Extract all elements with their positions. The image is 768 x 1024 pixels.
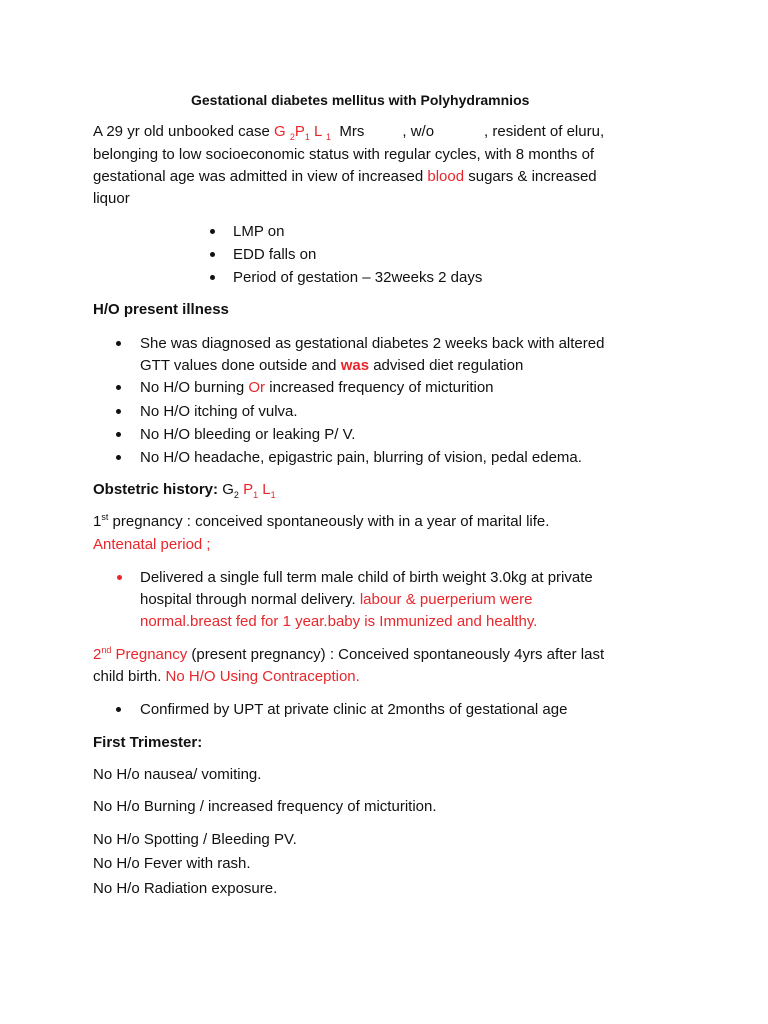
delivery-line-2: hospital through normal delivery. labour & puerperium were [140, 591, 533, 608]
bullet-icon [210, 275, 215, 280]
intro-line-3: gestational age was admitted in view of increased blood sugars & increased [93, 168, 597, 185]
obstetric-heading: Obstetric history: [93, 481, 219, 498]
gestation-item: Period of gestation – 32weeks 2 days [233, 269, 483, 286]
document-title: Gestational diabetes mellitus with Polyhydramnios [191, 92, 530, 108]
patient-title: Mrs [339, 123, 365, 140]
illness-item-4: No H/O bleeding or leaking P/ V. [140, 426, 356, 443]
residence-text: , resident of eluru, [484, 123, 605, 140]
illness-item-3: No H/O itching of vulva. [140, 403, 298, 420]
illness-item-2: No H/O burning Or increased frequency of micturition [140, 379, 494, 396]
edd-item: EDD falls on [233, 246, 317, 263]
intro-line-1 [93, 122, 604, 142]
bullet-icon [116, 432, 121, 437]
illness-item-1-line-2: GTT values done outside and was advised diet regulation [140, 357, 524, 374]
highlight-blood: blood [427, 168, 465, 185]
obstetric-pl-code: $P_1$ $L_1$ [243, 481, 276, 500]
first-pregnancy-line: 1st pregnancy : conceived spontaneously with in a year of marital life. [93, 512, 550, 530]
delivery-line-1: Delivered a single full term male child of birth weight 3.0kg at private [140, 569, 593, 586]
bullet-icon [116, 409, 121, 414]
second-pregnancy-line-2: child birth. No H/O Using Contraception. [93, 668, 360, 685]
bullet-icon [116, 341, 121, 346]
bullet-icon [116, 707, 121, 712]
second-pregnancy-line: 2nd Pregnancy (present pregnancy) : Conceived spontaneously 4yrs after last [93, 645, 605, 663]
wife-of-label: , w/o [402, 123, 435, 140]
bullet-icon [116, 385, 121, 390]
trimester-item-1: No H/o nausea/ vomiting. [93, 766, 262, 783]
intro-line-2: belonging to low socioeconomic status with regular cycles, with 8 months of [93, 146, 595, 163]
illness-item-1-line-1: She was diagnosed as gestational diabetes 2 weeks back with altered [140, 335, 605, 352]
delivery-line-3: normal.breast fed for 1 year.baby is Immunized and healthy. [140, 613, 538, 630]
intro-text: A 29 yr old unbooked case [93, 123, 274, 140]
present-illness-heading: H/O present illness [93, 301, 229, 318]
bullet-icon [117, 575, 122, 580]
trimester-item-5: No H/o Radiation exposure. [93, 880, 278, 897]
obstetric-history: Obstetric history: $G_2$ $P_1$ $L_1$ [93, 481, 276, 500]
bullet-icon [210, 229, 215, 234]
confirmation-item: Confirmed by UPT at private clinic at 2months of gestational age [140, 701, 568, 718]
trimester-item-3: No H/o Spotting / Bleeding PV. [93, 831, 297, 848]
trimester-item-2: No H/o Burning / increased frequency of micturition. [93, 798, 437, 815]
lmp-item: LMP on [233, 223, 285, 240]
bullet-icon [210, 252, 215, 257]
intro-line-4: liquor [93, 190, 130, 207]
gpl-code: G $_2P_1$ L $_1$ [273, 123, 332, 142]
antenatal-period: Antenatal period ; [93, 536, 211, 553]
first-trimester-heading: First Trimester: [93, 734, 203, 751]
trimester-item-4: No H/o Fever with rash. [93, 855, 251, 872]
bullet-icon [116, 455, 121, 460]
illness-item-5: No H/O headache, epigastric pain, blurring of vision, pedal edema. [140, 449, 582, 466]
